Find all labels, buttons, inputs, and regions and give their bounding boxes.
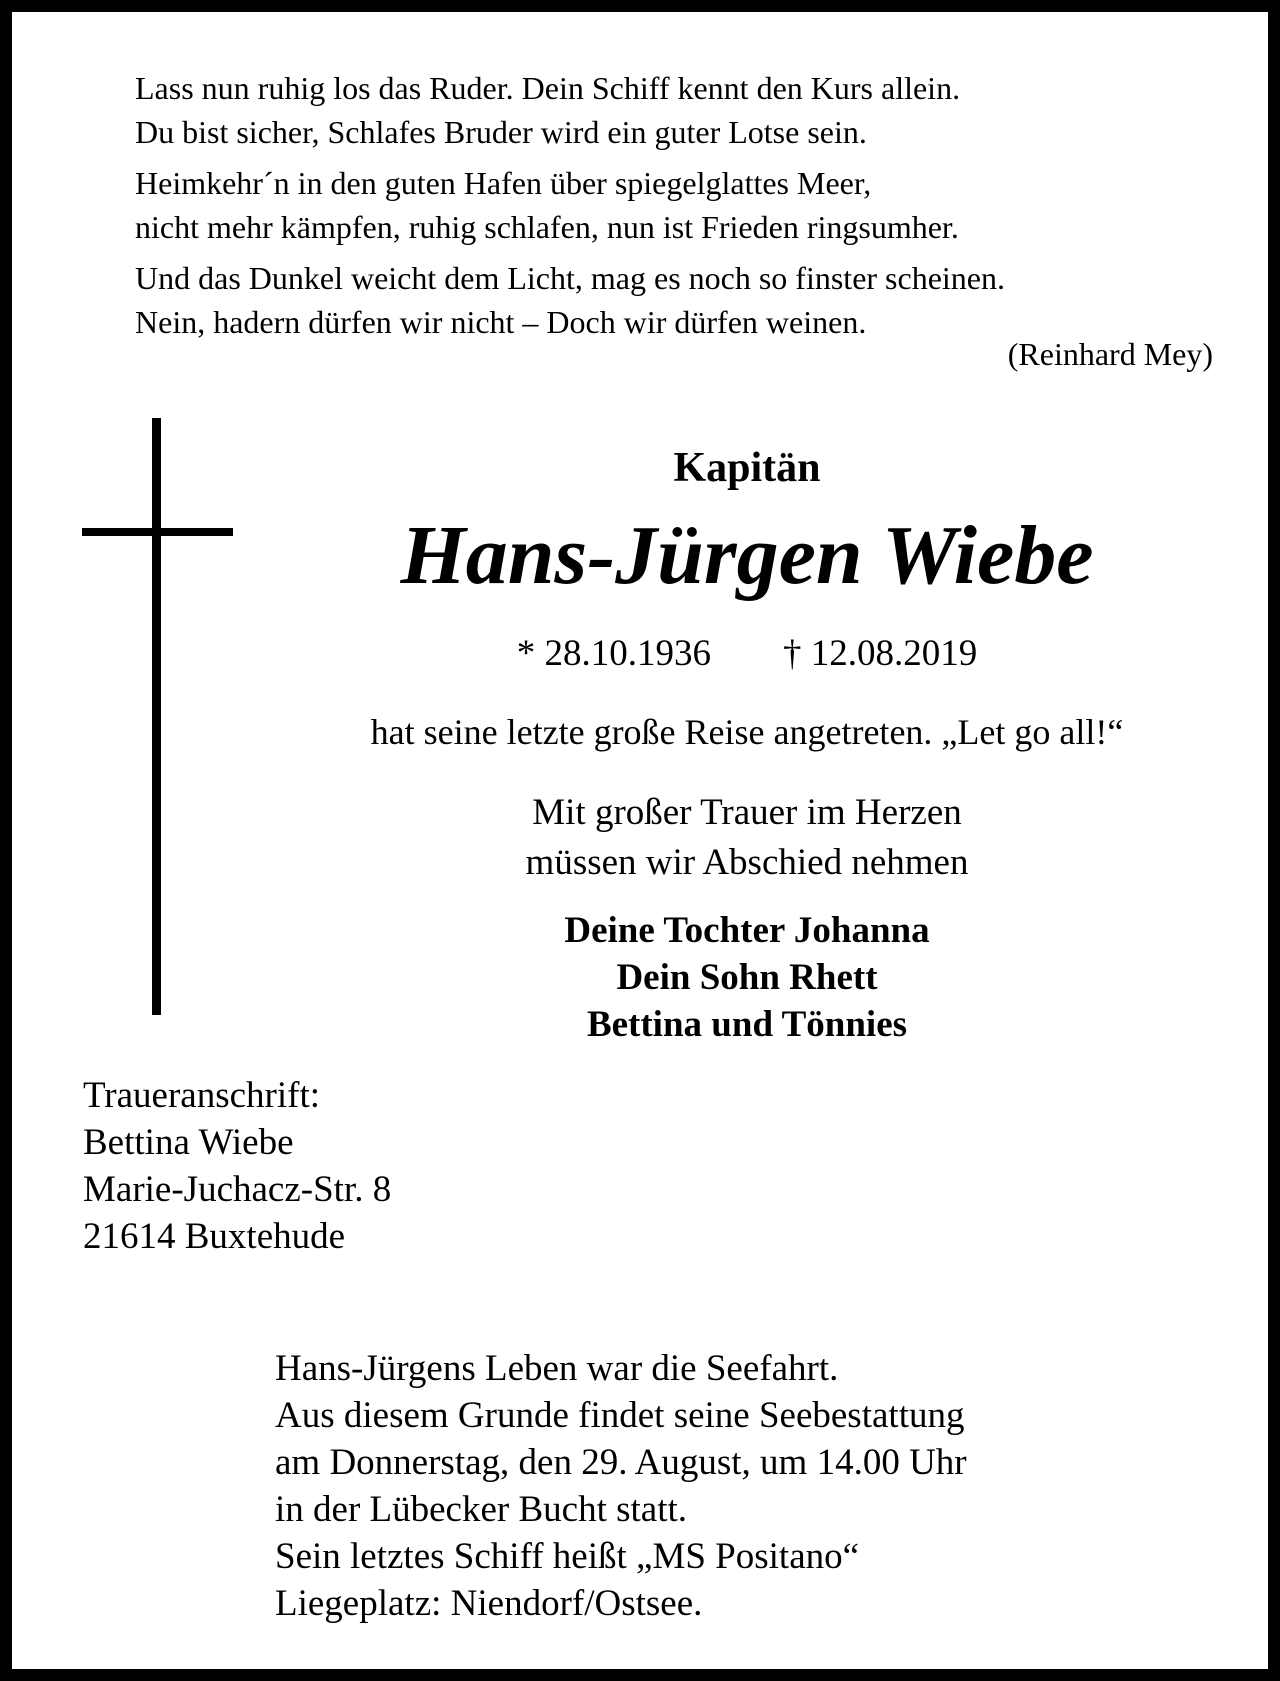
notice-line: Aus diesem Grunde findet seine Seebestattung (275, 1395, 965, 1436)
notice-line: Hans-Jürgens Leben war die Seefahrt. (275, 1348, 839, 1389)
burial-notice (275, 1345, 967, 1627)
poem-line: Heimkehr´n in den guten Hafen über spiegelglattes Meer, (135, 165, 872, 201)
family-member: Deine Tochter Johanna (564, 910, 930, 951)
deceased-title: Kapitän (673, 445, 821, 491)
poem-stanza-2 (135, 161, 1210, 249)
obituary-paper (12, 12, 1268, 1669)
mourning-address (83, 1072, 391, 1260)
farewell-line: hat seine letzte große Reise angetreten. „Let go all!“ (370, 712, 1124, 752)
family-member: Dein Sohn Rhett (616, 957, 878, 998)
cross-vertical-bar (152, 418, 161, 1015)
mourning-line: müssen wir Abschied nehmen (525, 842, 969, 883)
birth-date: * 28.10.1936 (516, 633, 711, 674)
family-signatures (252, 907, 1242, 1048)
cross-horizontal-bar (82, 528, 233, 536)
family-member: Bettina und Tönnies (586, 1004, 908, 1045)
life-dates (252, 628, 1242, 680)
poem-stanza-1 (135, 66, 1210, 154)
notice-line: in der Lübecker Bucht statt. (275, 1489, 688, 1530)
poem-line: Lass nun ruhig los das Ruder. Dein Schiff kennt den Kurs allein. (135, 70, 961, 106)
poem-line: Nein, hadern dürfen wir nicht – Doch wir dürfen weinen. (135, 304, 867, 340)
poem-line: Du bist sicher, Schlafes Bruder wird ein guter Lotse sein. (135, 114, 867, 150)
address-line: 21614 Buxtehude (83, 1216, 346, 1257)
death-date: † 12.08.2019 (783, 633, 978, 674)
mourning-text (252, 788, 1242, 888)
poem-line: Und das Dunkel weicht dem Licht, mag es noch so finster scheinen. (135, 260, 1005, 296)
deceased-name: Hans-Jürgen Wiebe (400, 509, 1094, 602)
poem-author: (Reinhard Mey) (1007, 336, 1213, 372)
address-line: Marie-Juchacz-Str. 8 (83, 1169, 392, 1210)
poem (135, 66, 1210, 351)
poem-stanza-3 (135, 256, 1210, 344)
notice-line: Sein letztes Schiff heißt „MS Positano“ (275, 1536, 860, 1577)
notice-line: Liegeplatz: Niendorf/Ostsee. (275, 1583, 703, 1624)
mourning-line: Mit großer Trauer im Herzen (532, 792, 962, 833)
notice-line: am Donnerstag, den 29. August, um 14.00 Uhr (275, 1442, 967, 1483)
address-line: Traueranschrift: (83, 1075, 321, 1116)
address-line: Bettina Wiebe (83, 1122, 294, 1163)
poem-line: nicht mehr kämpfen, ruhig schlafen, nun ist Frieden ringsumher. (135, 209, 959, 245)
